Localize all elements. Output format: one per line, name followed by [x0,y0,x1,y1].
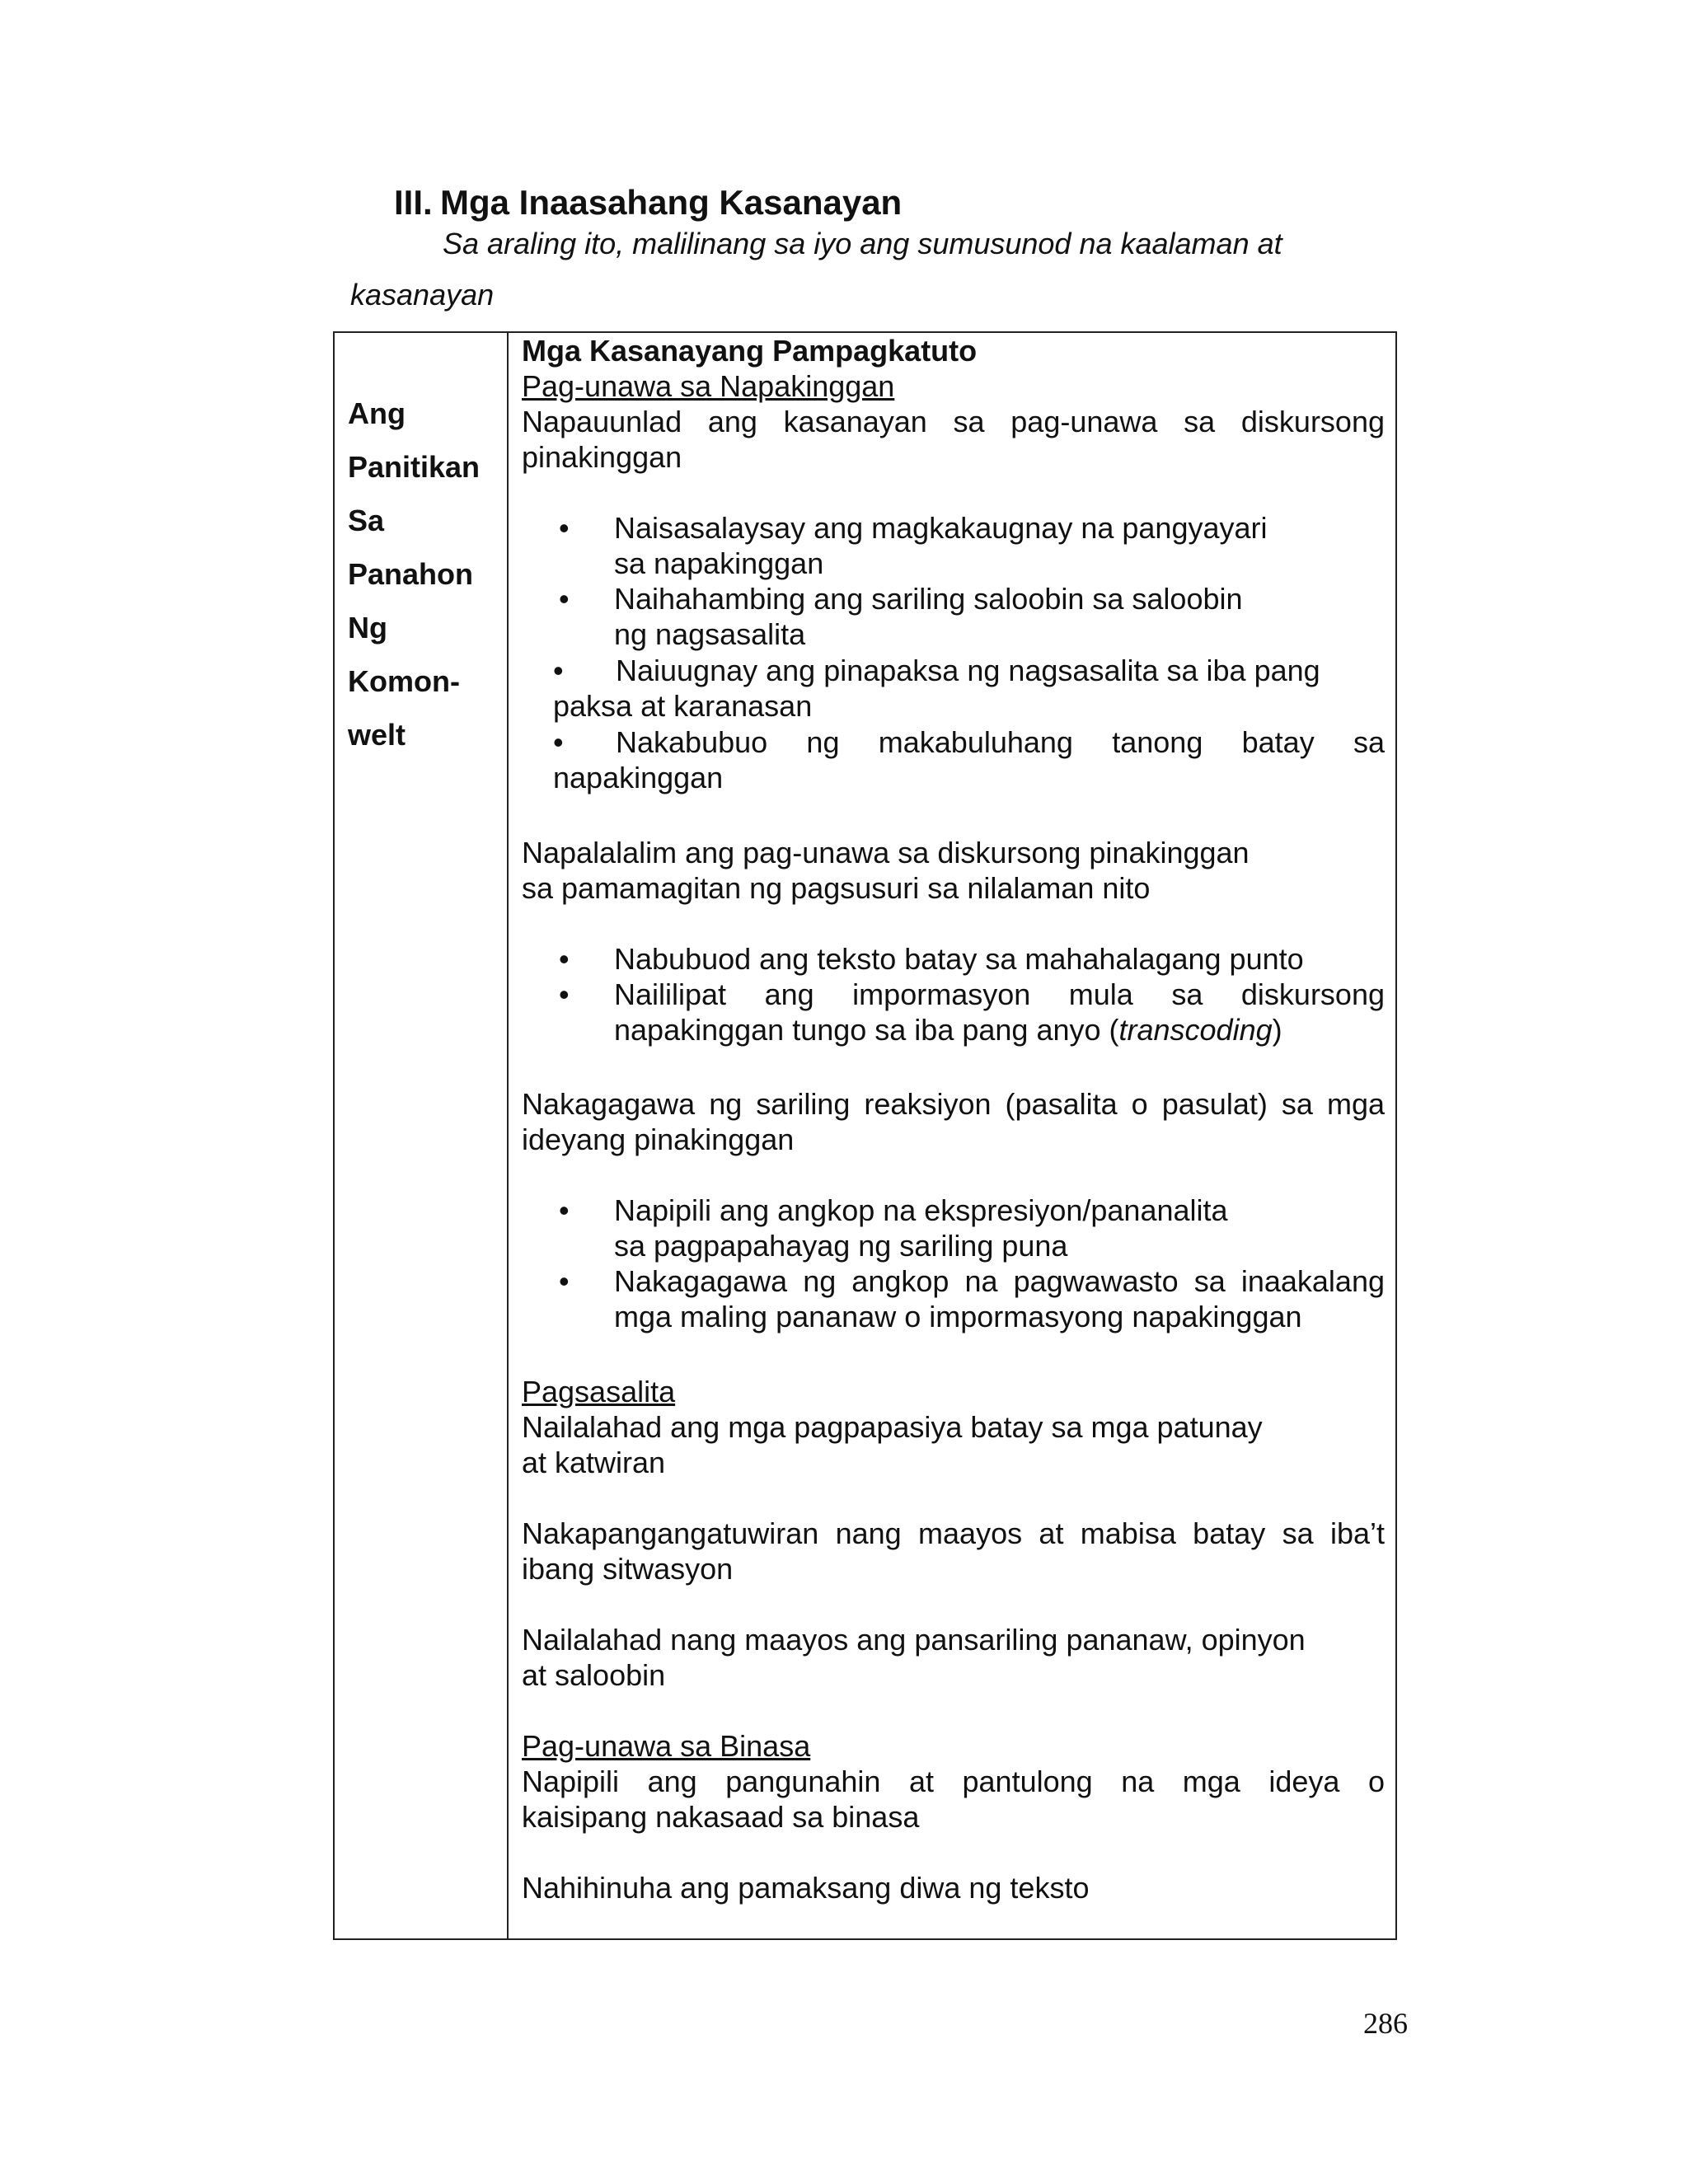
bullet-text: Naiuugnay ang pinapaksa ng nagsasalita sa iba pang [616,654,1320,687]
competencies-table [333,331,1397,1940]
section-number: III. [394,183,433,222]
bullet-icon: • [559,1264,570,1298]
paragraph: Napalalalim ang pag-unawa sa diskursong pinakinggan [522,836,1250,869]
topic-column [348,387,504,762]
column-header: Mga Kasanayang Pampagkatuto [522,334,978,368]
topic-line: welt [348,718,406,752]
paragraph: sa pamamagitan ng pagsusuri sa nilalaman nito [522,871,1151,905]
bullet-icon: • [559,511,570,545]
paragraph: Nakagagawa ng sariling reaksiyon (pasalita o pasulat) sa mga [522,1087,1385,1121]
bullet-text: mga maling pananaw o impormasyong napakinggan [614,1300,1302,1333]
paragraph: ibang sitwasyon [522,1552,734,1586]
bullet-text: Napipili ang angkop na ekspresiyon/pananalita [614,1193,1228,1227]
subsection-heading: Pag-unawa sa Binasa [522,1729,811,1763]
bullet-icon: • [559,977,570,1011]
bullet-text: ng nagsasalita [614,617,806,651]
paragraph: pinakinggan [522,440,682,474]
paragraph: ideyang pinakinggan [522,1122,795,1156]
bullet-text: napakinggan [553,761,724,794]
bullet-icon: • [559,1193,570,1227]
section-title: Mga Inaasahang Kasanayan [440,183,903,222]
paragraph: at katwiran [522,1446,666,1479]
paragraph: Nailalahad ang mga pagpapasiya batay sa mga patunay [522,1410,1263,1444]
paragraph: at saloobin [522,1658,666,1692]
paragraph: Nakapangangatuwiran nang maayos at mabisa batay sa iba’t [522,1516,1385,1550]
bullet-text: Naisasalaysay ang magkakaugnay na pangyayari [614,511,1268,545]
topic-line: Komon- [348,664,460,698]
paragraph: Nailalahad nang maayos ang pansariling pananaw, opinyon [522,1623,1306,1657]
column-divider [507,333,509,1938]
paragraph: Nahihinuha ang pamaksang diwa ng teksto [522,1871,1090,1905]
subsection-heading: Pag-unawa sa Napakinggan [522,369,895,403]
page-number: 286 [1363,2007,1408,2040]
section-intro: Sa araling ito, malilinang sa iyo ang sumusunod na kaalaman at [443,227,1282,260]
topic-line: Panahon [348,557,474,591]
bullet-icon: • [553,725,564,759]
section-intro-continued: kasanayan [350,278,495,312]
bullet-text: Nakabubuo ng makabuluhang tanong batay sa [616,725,1385,759]
bullet-text: napakinggan tungo sa iba pang anyo (transcoding) [614,1013,1282,1047]
bullet-text: Nabubuod ang teksto batay sa mahahalagang punto [614,942,1304,976]
bullet-icon: • [559,582,570,616]
bullet-icon: • [553,654,564,687]
bullet-text: Naililipat ang impormasyon mula sa diskursong [614,977,1385,1011]
paragraph: Napipili ang pangunahin at pantulong na mga ideya o [522,1765,1385,1798]
bullet-text: Nakagagawa ng angkop na pagwawasto sa inaakalang [614,1264,1385,1298]
topic-line: Ang [348,396,406,430]
bullet-text: paksa at karanasan [553,689,813,723]
topic-line: Panitikan [348,450,481,484]
paragraph: Napauunlad ang kasanayan sa pag-unawa sa diskursong [522,405,1385,438]
bullet-text: sa napakinggan [614,546,824,580]
topic-line: Sa [348,504,385,537]
section-heading [394,183,902,223]
bullet-icon: • [559,942,570,976]
paragraph: kaisipang nakasaad sa binasa [522,1800,920,1834]
bullet-text: Naihahambing ang sariling saloobin sa saloobin [614,582,1243,616]
bullet-text: sa pagpapahayag ng sariling puna [614,1229,1068,1263]
subsection-heading: Pagsasalita [522,1375,676,1408]
topic-line: Ng [348,611,387,644]
